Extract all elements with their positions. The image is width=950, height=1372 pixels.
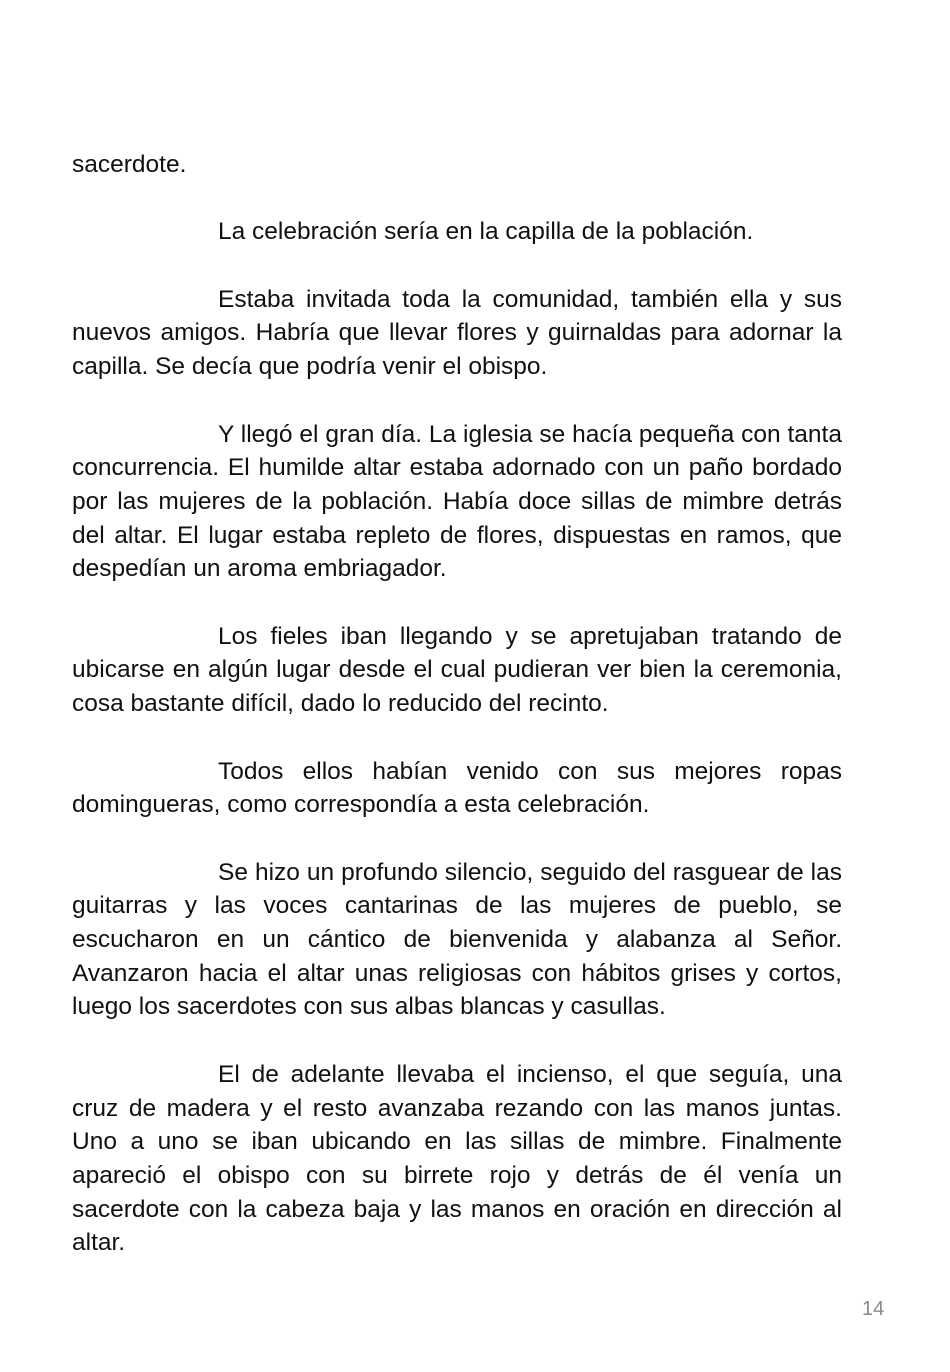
paragraph: Los fieles iban llegando y se apretujaban tratando de ubicarse en algún lugar desde el cual pudieran ver bien la ceremonia, cosa bastante difícil, dado lo reducido del recinto. (72, 622, 842, 718)
paragraph: La celebración sería en la capilla de la población. (218, 218, 754, 246)
paragraph: Todos ellos habían venido con sus mejores ropas domingueras, como correspondía a esta celebración. (72, 757, 842, 819)
paragraph: El de adelante llevaba el incienso, el que seguía, una cruz de madera y el resto avanzaba rezando con las manos juntas. Uno a uno se iban ubicando en las sillas de mimbre. Finalmente apareció el obispo con su birrete rojo y detrás de él venía un sacerdote con la cabeza baja y las manos en oración en dirección al altar. (72, 1060, 842, 1257)
paragraph: Y llegó el gran día. La iglesia se hacía pequeña con tanta concurrencia. El humilde altar estaba adornado con un paño bordado por las mujeres de la población. Había doce sillas de mimbre detrás del altar. El lugar estaba repleto de flores, dispuestas en ramos, que despedían un aroma embriagador. (72, 420, 842, 583)
paragraph: Se hizo un profundo silencio, seguido del rasguear de las guitarras y las voces cantarinas de las mujeres de pueblo, se escucharon en un cántico de bienvenida y alabanza al Señor. Avanzaron hacia el altar unas religiosas con hábitos grises y cortos, luego los sacerdotes con sus albas blancas y casullas. (72, 858, 842, 1021)
page-number: 14 (862, 1298, 885, 1320)
paragraph: Estaba invitada toda la comunidad, también ella y sus nuevos amigos. Habría que llevar flores y guirnaldas para adornar la capilla. Se decía que podría venir el obispo. (72, 285, 842, 381)
page-body (72, 148, 842, 1260)
paragraph-continuation: sacerdote. (72, 151, 187, 178)
